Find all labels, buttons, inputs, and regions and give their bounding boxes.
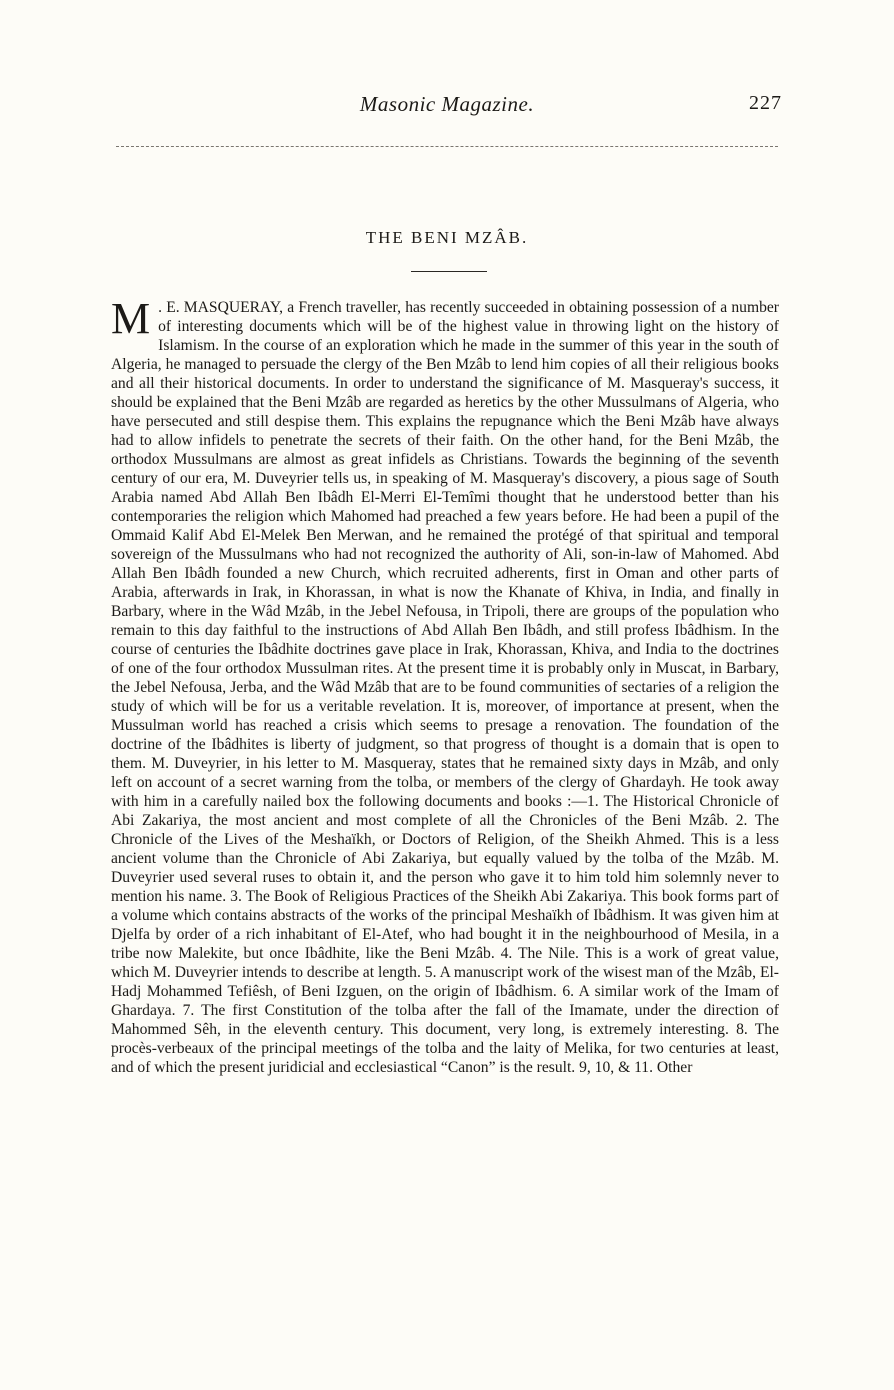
running-head [0, 92, 894, 122]
article-body [111, 294, 779, 1077]
title-divider [411, 271, 487, 272]
page-number: 227 [749, 92, 782, 114]
running-title: Masonic Magazine. [359, 92, 535, 116]
header-divider [116, 146, 778, 147]
article-paragraph [111, 294, 779, 1077]
article-title: THE BENI MZÂB. [365, 228, 529, 247]
article-body-text: . E. MASQUERAY, a French traveller, has recently succeeded in obtaining possession of a number of interesting documents which will be of the highest value in throwing light on the history of Islamism. In the course of an exploration which he made in the summer of this year in the south of Algeria, he managed to persuade the clergy of the Ben Mzâb to lend him copies of all their religious books and all their historical documents. In order to understand the significance of M. Masqueray's success, it should be explained that the Beni Mzâb are regarded as heretics by the other Mussulmans of Algeria, who have persecuted and still despise them. This explains the repugnance which the Beni Mzâb have always had to allow infidels to penetrate the secrets of their faith. On the other hand, for the Beni Mzâb, the orthodox Mussulmans are almost as great infidels as Christians. Towards the beginning of the seventh century of our era, M. Duveyrier tells us, in speaking of M. Masqueray's discovery, a pious sage of South Arabia named Abd Allah Ben Ibâdh El-Merri El-Temîmi thought that he understood better than his contemporaries the religion which Mahomed had preached a few years before. He had been a pupil of the Ommaid Kalif Abd El-Melek Ben Merwan, and he remained the protégé of that spiritual and temporal sovereign of the Mussulmans who had not recognized the authority of Ali, son-in-law of Mahomed. Abd Allah Ben Ibâdh founded a new Church, which recruited adherents, first in Oman and other parts of Arabia, afterwards in Irak, in Khorassan, in what is now the Khanate of Khiva, in India, and finally in Barbary, where in the Wâd Mzâb, in the Jebel Nefousa, in Tripoli, there are groups of the population who remain to this day faithful to the instructions of Abd Allah Ben Ibâdh, and still profess Ibâdhism. In the course of centuries the Ibâdhite doctrines gave place in Irak, Khorassan, Khiva, and India to the doctrines of one of the four orthodox Mussulman rites. At the present time it is probably only in Muscat, in Barbary, the Jebel Nefousa, Jerba, and the Wâd Mzâb that are to be found communities of sectaries of a religion the study of which will be for us a veritable revelation. It is, moreover, of importance at present, when the Mussulman world has reached a crisis which seems to presage a renovation. The foundation of the doctrine of the Ibâdhites is liberty of judgment, so that progress of thought is a domain that is open to them. M. Duveyrier, in his letter to M. Masqueray, states that he remained sixty days in Mzâb, and only left on account of a secret warning from the tolba, or members of the clergy of Ghardayh. He took away with him in a carefully nailed box the following documents and books :—1. The Historical Chronicle of Abi Zakariya, the most ancient and most complete of all the Chronicles of the Beni Mzâb. 2. The Chronicle of the Lives of the Meshaïkh, or Doctors of Religion, of the Sheikh Ahmed. This is a less ancient volume than the Chronicle of Abi Zakariya, but equally valued by the tolba of the Mzâb. M. Duveyrier used several ruses to obtain it, and the person who gave it to him told him solemnly never to mention his name. 3. The Book of Religious Practices of the Sheikh Abi Zakariya. This book forms part of a volume which contains abstracts of the works of the principal Meshaïkh of Ibâdhism. It was given him at Djelfa by order of a rich inhabitant of El-Atef, who had bought it in the neighbourhood of Mesila, in a tribe now Malekite, but once Ibâdhite, like the Beni Mzâb. 4. The Nile. This is a work of great value, which M. Duveyrier intends to describe at length. 5. A manuscript work of the wisest man of the Mzâb, El-Hadj Mohammed Tefiêsh, of Beni Izguen, on the origin of Ibâdhism. 6. A similar work of the Imam of Ghardaya. 7. The first Constitution of the tolba after the fall of the Imamate, under the direction of Mahommed Sêh, in the eleventh century. This document, very long, is extremely interesting. 8. The procès-verbeaux of the principal meetings of the tolba and the laity of Melika, for two centuries at least, and of which the present juridicial and ecclesiastical “Canon” is the result. 9, 10, & 11. Other [111, 299, 779, 1076]
drop-cap: M [111, 294, 151, 343]
